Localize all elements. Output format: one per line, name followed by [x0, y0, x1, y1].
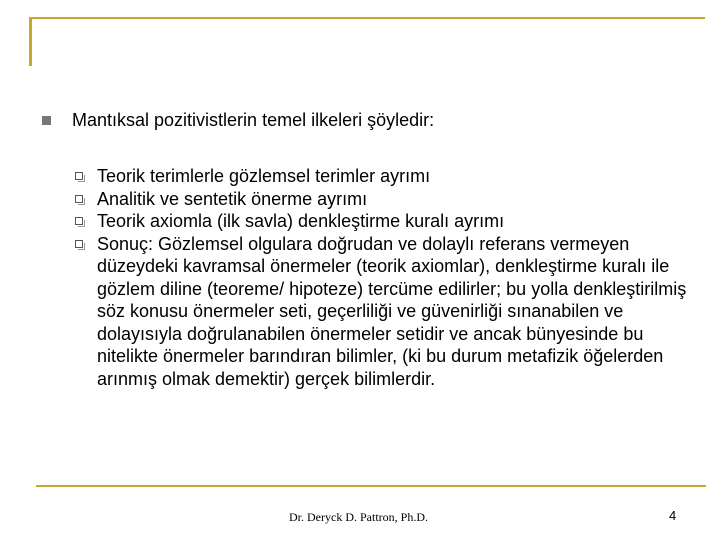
square-bullet-icon	[42, 116, 51, 125]
page-number: 4	[669, 508, 677, 523]
hollow-square-bullet-icon	[75, 217, 83, 225]
hollow-square-bullet-icon	[75, 240, 83, 248]
hollow-square-bullet-icon	[75, 172, 83, 180]
list-item-text: Teorik terimlerle gözlemsel terimler ayrımı	[97, 166, 431, 186]
sub-bullet-list	[72, 165, 692, 390]
list-item	[72, 233, 692, 391]
list-item	[72, 165, 692, 188]
top-frame-line	[29, 17, 705, 19]
footer-author: Dr. Deryck D. Pattron, Ph.D.	[289, 510, 428, 524]
main-bullet-text: Mantıksal pozitivistlerin temel ilkeleri şöyledir:	[72, 110, 435, 130]
list-item-text: Sonuç: Gözlemsel olgulara doğrudan ve dolaylı referans vermeyen düzeydeki kavramsal önermeler (teorik axiomlar), denkleştirme kuralı ile gözlem diline (teoreme/ hipoteze) tercüme edilirler; bu yolla denkleştirilmiş söz konusu önermeler seti, geçerliliği ve güvenirliği sınanabilen ve dolayısıyla doğrulanabilen önermeler setidir ve ancak bünyesinde bu nitelikte önermeler barındıran bilimler, (ki bu durum metafizik öğelerden arınmış olmak demektir) gerçek bilimlerdir.	[97, 233, 687, 389]
list-item	[72, 210, 692, 233]
list-item	[72, 188, 692, 211]
hollow-square-bullet-icon	[75, 195, 83, 203]
left-frame-line	[29, 17, 32, 66]
footer-divider	[36, 485, 706, 487]
list-item-text: Analitik ve sentetik önerme ayrımı	[97, 188, 368, 209]
list-item-text: Teorik axiomla (ilk savla) denkleştirme kuralı ayrımı	[97, 211, 505, 231]
